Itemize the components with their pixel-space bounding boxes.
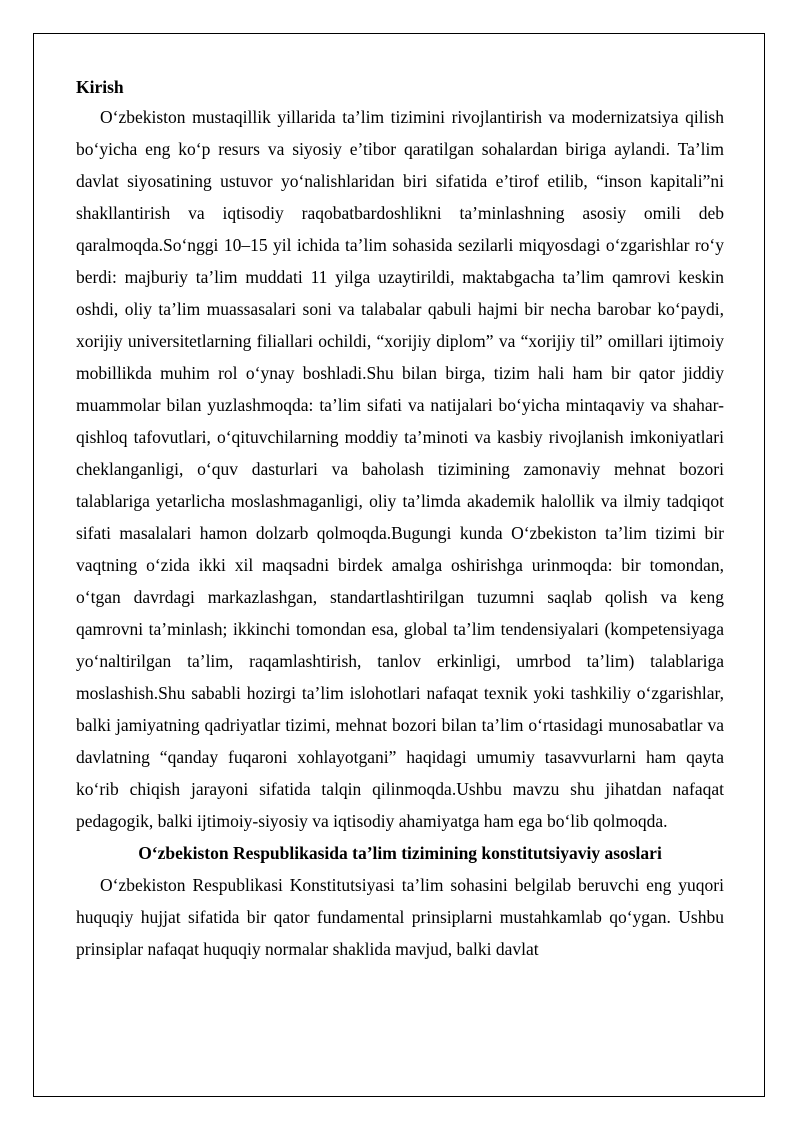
document-heading: Kirish xyxy=(76,77,124,97)
section-paragraph: O‘zbekiston Respublikasi Konstitutsiyasi ta’lim sohasini belgilab beruvchi eng yuqori huquqiy hujjat sifatida bir qator fundamental prinsiplarni mustahkamlab qo‘ygan. Ushbu prinsiplar nafaqat huquqiy normalar shaklida mavjud, balki davlat xyxy=(76,875,724,959)
section-heading: O‘zbekiston Respublikasida ta’lim tizimining konstitutsiyaviy asoslari xyxy=(138,843,662,863)
intro-paragraph: O‘zbekiston mustaqillik yillarida ta’lim tizimini rivojlantirish va modernizatsiya qilish bo‘yicha eng ko‘p resurs va siyosiy e’tibor qaratilgan sohalardan biriga aylandi. Ta’lim davlat siyosatining ustuvor yo‘nalishlaridan biri sifatida e’tirof etilib, “inson kapitali”ni shakllantirish va iqtisodiy raqobatbardoshlikni ta’minlashning asosiy omili deb qaralmoqda.So‘nggi 10–15 yil ichida ta’lim sohasida sezilarli miqyosdagi o‘zgarishlar ro‘y berdi: majburiy ta’lim muddati 11 yilga uzaytirildi, maktabgacha ta’lim qamrovi keskin oshdi, oliy ta’lim muassasalari soni va talabalar qabuli hajmi bir necha barobar ko‘paydi, xorijiy universitetlarning filiallari ochildi, “xorijiy diplom” va “xorijiy til” omillari ijtimoiy mobillikda muhim rol o‘ynay boshladi.Shu bilan birga, tizim hali ham bir qator jiddiy muammolar bilan yuzlashmoqda: ta’lim sifati va natijalari bo‘yicha mintaqaviy va shahar-qishloq tafovutlari, o‘qituvchilarning moddiy ta’minoti va kasbiy rivojlanish imkoniyatlari cheklanganligi, o‘quv dasturlari va baholash tizimining zamonaviy mehnat bozori talablariga yetarlicha moslashmaganligi, oliy ta’limda akademik halollik va ilmiy tadqiqot sifati masalalari hamon dolzarb qolmoqda.Bugungi kunda O‘zbekiston ta’lim tizimi bir vaqtning o‘zida ikki xil maqsadni birdek amalga oshirishga urinmoqda: bir tomondan, o‘tgan davrdagi markazlashgan, standartlashtirilgan tuzumni saqlab qolish va keng qamrovni ta’minlash; ikkinchi tomondan esa, global ta’lim tendensiyalari (kompetensiyaga yo‘naltirilgan ta’lim, raqamlashtirish, tanlov erkinligi, umrbod ta’lim) talablariga moslashish.Shu sababli hozirgi ta’lim islohotlari nafaqat texnik yoki tashkiliy o‘zgarishlar, balki jamiyatning qadriyatlar tizimi, mehnat bozori bilan ta’lim o‘rtasidagi munosabatlar va davlatning “qanday fuqaroni xohlayotgani” haqidagi umumiy tasavvurlarni ham qayta ko‘rib chiqish jarayoni sifatida talqin qilinmoqda.Ushbu mavzu shu jihatdan nafaqat pedagogik, balki ijtimoiy-siyosiy va iqtisodiy ahamiyatga ham ega bo‘lib qolmoqda. xyxy=(76,107,724,831)
document-body xyxy=(76,76,724,965)
